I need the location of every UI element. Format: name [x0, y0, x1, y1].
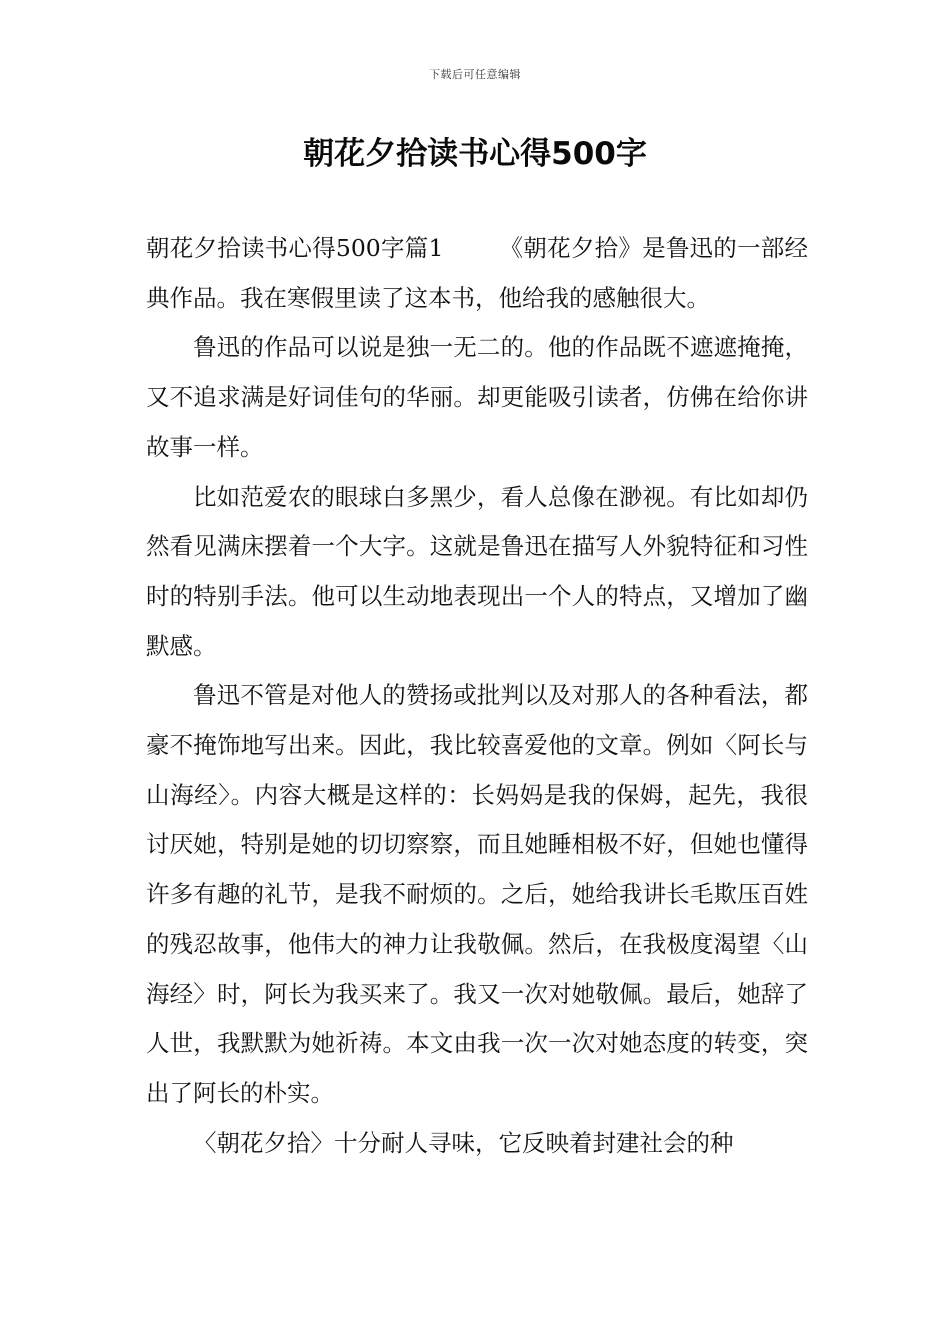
document-body [146, 224, 808, 1168]
paragraph: 〈朝花夕拾〉十分耐人寻味，它反映着封建社会的种 [193, 1128, 734, 1157]
paragraph: 比如范爱农的眼球白多黑少，看人总像在渺视。有比如却仍然看见满床摆着一个大字。这就是鲁迅在描写人外貌特征和习性时的特别手法。他可以生动地表现出一个人的特点，又增加了幽默感。 [146, 482, 808, 660]
first-paragraph [146, 224, 808, 323]
section-label: 朝花夕拾读书心得500字篇1 [146, 234, 444, 262]
paragraph: 鲁迅的作品可以说是独一无二的。他的作品既不遮遮掩掩，又不追求满是好词佳句的华丽。却更能吸引读者，仿佛在给你讲故事一样。 [146, 333, 808, 461]
page-title: 朝花夕拾读书心得500字 [303, 136, 647, 172]
header-note: 下载后可任意编辑 [429, 68, 521, 81]
paragraph: 鲁迅不管是对他人的赞扬或批判以及对那人的各种看法，都豪不掩饰地写出来。因此，我比较喜爱他的文章。例如〈阿长与山海经〉。内容大概是这样的：长妈妈是我的保姆，起先，我很讨厌她，特别是她的切切察察，而且她睡相极不好，但她也懂得许多有趣的礼节，是我不耐烦的。之后，她给我讲长毛欺压百姓的残忍故事，他伟大的神力让我敬佩。然后，在我极度渴望〈山海经〉时，阿长为我买来了。我又一次对她敬佩。最后，她辞了人世，我默默为她祈祷。本文由我一次一次对她态度的转变，突出了阿长的朴实。 [146, 681, 808, 1107]
paragraph-text: 《朝花夕拾》是鲁迅的一部经典作品。我在寒假里读了这本书，他给我的感触很大。 [146, 234, 809, 312]
